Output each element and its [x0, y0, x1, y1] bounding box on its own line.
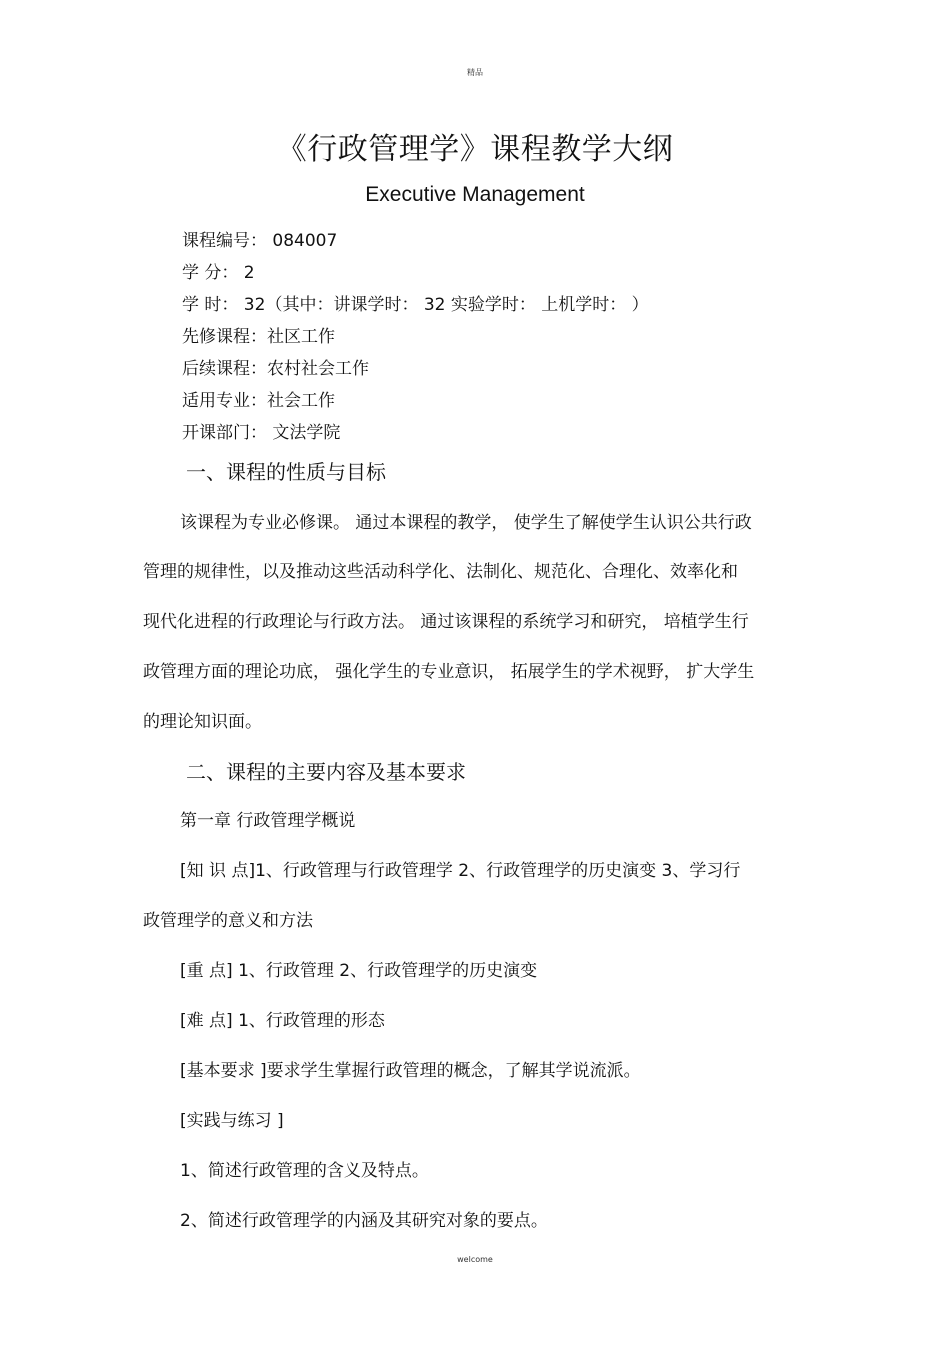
difficulties: [难 点] 1、行政管理的形态 [180, 1011, 385, 1031]
section-1-line: 管理的规律性，以及推动这些活动科学化、法制化、规范化、合理化、效率化和 [143, 562, 738, 582]
footer-watermark: welcome [457, 1255, 493, 1264]
basic-requirements: [基本要求 ]要求学生掌握行政管理的概念，了解其学说流派。 [180, 1061, 641, 1081]
header-watermark: 精品 [467, 68, 483, 77]
course-prerequisite: 先修课程：社区工作 [182, 327, 335, 347]
section-1-line: 的理论知识面。 [143, 712, 262, 732]
key-points: [重 点] 1、行政管理 2、行政管理学的历史演变 [180, 961, 538, 981]
section-1-line: 政管理方面的理论功底， 强化学生的专业意识， 拓展学生的学术视野， 扩大学生 [143, 662, 755, 682]
practice-heading: [实践与练习 ] [180, 1111, 284, 1131]
section-2-heading: 二、课程的主要内容及基本要求 [186, 760, 466, 784]
section-1-heading: 一、课程的性质与目标 [186, 460, 386, 484]
section-1-line: 现代化进程的行政理论与行政方法。 通过该课程的系统学习和研究， 培植学生行 [143, 612, 749, 632]
course-department: 开课部门： 文法学院 [182, 423, 341, 443]
course-follow-up: 后续课程：农村社会工作 [182, 359, 369, 379]
document-subtitle: Executive Management [365, 183, 585, 206]
document-title: 《行政管理学》课程教学大纲 [276, 132, 674, 167]
knowledge-points: [知 识 点]1、行政管理与行政管理学 2、行政管理学的历史演变 3、学习行 [180, 861, 741, 881]
course-major: 适用专业：社会工作 [182, 391, 335, 411]
course-code: 课程编号： 084007 [182, 231, 338, 251]
knowledge-points-cont: 政管理学的意义和方法 [143, 911, 313, 931]
course-hours: 学 时： 32（其中：讲课学时： 32 实验学时： 上机学时： ） [182, 295, 649, 315]
chapter-title: 第一章 行政管理学概说 [180, 811, 356, 831]
practice-item: 2、简述行政管理学的内涵及其研究对象的要点。 [180, 1211, 548, 1231]
section-1-line: 该课程为专业必修课。 通过本课程的教学， 使学生了解使学生认识公共行政 [180, 513, 752, 533]
course-credits: 学 分： 2 [182, 263, 255, 283]
practice-item: 1、简述行政管理的含义及特点。 [180, 1161, 429, 1181]
